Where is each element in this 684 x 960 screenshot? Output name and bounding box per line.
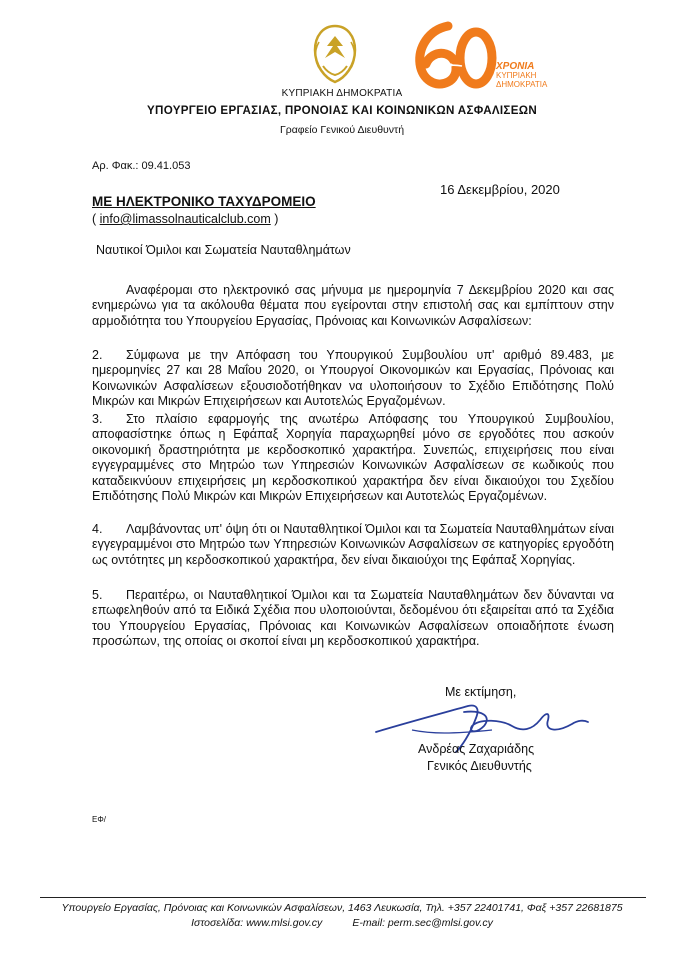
paragraph-3 [92,412,614,504]
closing-salutation: Με εκτίμηση, [445,685,517,699]
anniversary-sub-2: ΔΗΜΟΚΡΑΤΙΑ [496,80,548,89]
letter-date: 16 Δεκεμβρίου, 2020 [440,182,560,197]
anniversary-60-icon [408,20,498,92]
email-address-line [92,212,278,226]
paragraph-1: Αναφέρομαι στο ηλεκτρονικό σας μήνυμα με ημερομηνία 7 Δεκεμβρίου 2020 και σας ενημερώνω για τα ακόλουθα θέματα που εγείρονται στην επιστολή σας και εμπίπτουν στην αρμοδιότητα του Υπουργείου Εργασίας, Πρόνοιας και Κοινωνικών Ασφαλίσεων: [92,283,614,328]
signer-title: Γενικός Διευθυντής [427,759,532,773]
anniversary-sub-1: ΚΥΠΡΙΑΚΗ [496,71,537,80]
footer-email[interactable]: E-mail: perm.sec@mlsi.gov.cy [352,917,493,929]
coat-of-arms-icon [305,22,365,86]
file-reference: Αρ. Φακ.: 09.41.053 [92,160,191,172]
paragraph-2 [92,348,614,410]
anniversary-text [496,62,547,89]
paragraph-3-number: 3. [92,412,103,426]
anniversary-logo [408,20,558,92]
email-paren-close: ) [270,212,279,226]
office-heading: Γραφείο Γενικού Διευθυντή [279,124,405,136]
republic-heading: ΚΥΠΡΙΑΚΗ ΔΗΜΟΚΡΑΤΙΑ [281,88,403,99]
reference-initials: ΕΦ/ [92,815,106,824]
signer-name: Ανδρέας Ζαχαριάδης [418,742,535,756]
footer-website[interactable]: Ιστοσελίδα: www.mlsi.gov.cy [191,917,323,929]
paragraph-2-number: 2. [92,348,103,362]
paragraph-4-number: 4. [92,522,103,536]
paragraph-5 [92,588,614,650]
paragraph-5-number: 5. [92,588,103,602]
paragraph-2-text: Σύμφωνα με την Απόφαση του Υπουργικού Συμβουλίου υπ' αριθμό 89.483, με ημερομηνίες 27 και 28 Μαΐου 2020, οι Υπουργοί Οικονομικών και Εργασίας, Πρόνοιας και Κοινωνικών Ασφαλίσεων εξουσιοδοτήθηκαν να υλοποιήσουν το Σχέδιο Επιδότησης Πολύ Μικρών και Μικρών Επιχειρήσεων και Αυτοτελώς Εργαζομένων. [92,348,614,409]
footer-divider [40,897,646,898]
email-paren-open: ( [92,212,100,226]
anniversary-word: ΧΡΟΝΙΑ [496,61,535,72]
delivery-method-title: ΜΕ ΗΛΕΚΤΡΟΝΙΚΟ ΤΑΧΥΔΡΟΜΕΙΟ [92,194,316,209]
ministry-heading: ΥΠΟΥΡΓΕΙΟ ΕΡΓΑΣΙΑΣ, ΠΡΟΝΟΙΑΣ ΚΑΙ ΚΟΙΝΩΝΙΚΩΝ ΑΣΦΑΛΙΣΕΩΝ [147,104,537,117]
paragraph-4 [92,522,614,568]
paragraph-3-text: Στο πλαίσιο εφαρμογής της ανωτέρω Απόφασης του Υπουργικού Συμβουλίου, αποφασίστηκε όπως η Εφάπαξ Χορηγία παραχωρηθεί μόνο σε εργοδότες που ασκούν οικονομική δραστηριότητα με κερδοσκοπικό χαρακτήρα. Συνεπώς, επιχειρήσεις που είναι εγγεγραμμένες στο Μητρώο των Υπηρεσιών Κοινωνικών Ασφαλίσεων σε κωδικούς που καταδεικνύουν επιχειρήσεις μη κερδοσκοπικού χαρακτήρα δεν είναι δικαιούχοι του Σχεδίου Επιδότησης Πολύ Μικρών και Μικρών Επιχειρήσεων και Αυτοτελώς Εργαζομένων. [92,412,614,504]
footer-address: Υπουργείο Εργασίας, Πρόνοιας και Κοινωνικών Ασφαλίσεων, 1463 Λευκωσία, Τηλ. +357 22401741, Φαξ +357 22681875 [61,902,623,914]
recipient: Ναυτικοί Όμιλοι και Σωματεία Ναυταθλημάτων [96,243,351,257]
email-address-link[interactable]: info@limassolnauticalclub.com [99,212,271,226]
paragraph-4-text: Λαμβάνοντας υπ' όψη ότι οι Ναυταθλητικοί Όμιλοι και τα Σωματεία Ναυταθλημάτων είναι εγγεγραμμένοι στο Μητρώο των Υπηρεσιών Κοινωνικών Ασφαλίσεων σε κατηγορίες εργοδότη ως οντότητες μη κερδοσκοπικού χαρακτήρα, δεν είναι δικαιούχοι της Εφάπαξ Χορηγίας. [92,522,614,567]
paragraph-5-text: Περαιτέρω, οι Ναυταθλητικοί Όμιλοι και τα Σωματεία Ναυταθλημάτων δεν δύνανται να επωφεληθούν από τα Ειδικά Σχέδια που υλοποιούνται, δεδομένου ότι εξαιρείται από τα Σχέδια του Υπουργείου Εργασίας, Πρόνοιας και Κοινωνικών Ασφαλίσεων οποιαδήποτε ένωση προσώπων, της οποίας οι σκοποί είναι μη κερδοσκοπικού χαρακτήρα. [92,588,614,649]
footer-contact [0,917,684,929]
